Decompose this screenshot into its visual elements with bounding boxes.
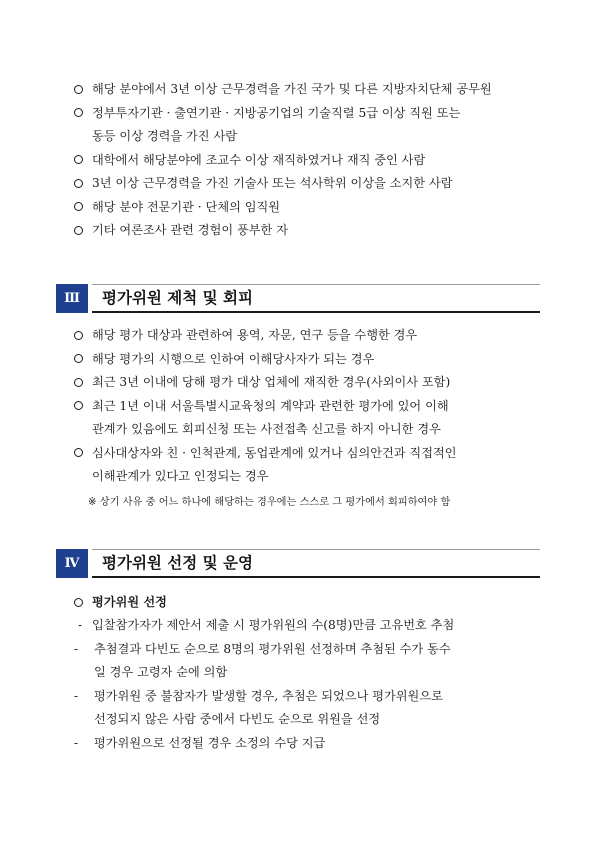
circle-bullet-icon [74, 598, 83, 607]
section-divider [92, 576, 540, 578]
list-item-text: 해당 분야에서 3년 이상 근무경력을 가진 국가 및 다른 지방자치단체 공무원 [92, 82, 492, 96]
evaluator-qualification-list [74, 78, 544, 243]
list-item [74, 196, 544, 220]
dash-item-text-continued: 선정되지 않은 사람 중에서 다빈도 순으로 위원을 선정 [94, 712, 381, 726]
section-header-4 [56, 549, 540, 578]
circle-bullet-icon [74, 401, 83, 410]
dash-bullet: - [74, 735, 79, 750]
list-item-text: 대학에서 해당분야에 조교수 이상 재직하였거나 재직 중인 사람 [92, 152, 426, 167]
section-number-badge: Ⅳ [56, 549, 88, 578]
circle-bullet-icon [74, 202, 83, 211]
circle-bullet-icon [74, 354, 83, 363]
dash-item-text: 평가위원으로 선정될 경우 소정의 수당 지급 [94, 735, 326, 750]
section-divider [92, 311, 540, 313]
selection-subheading [74, 591, 544, 615]
list-item-text: 최근 1년 이내 서울특별시교육청의 계약과 관련한 평가에 있어 이해 [92, 398, 449, 413]
list-item-text: 3년 이상 근무경력을 가진 기술사 또는 석사학위 이상을 소지한 사람 [92, 176, 453, 190]
list-item-text-continued: 이해관계가 있다고 인정되는 경우 [92, 469, 269, 483]
dash-item-text-continued: 일 경우 고령자 순에 의함 [94, 665, 228, 679]
circle-bullet-icon [74, 378, 83, 387]
dash-bullet: - [74, 688, 79, 703]
list-item-text: 해당 평가 대상과 관련하여 용역, 자문, 연구 등을 수행한 경우 [92, 328, 418, 342]
list-item-text: 최근 3년 이내에 당해 평가 대상 업체에 재직한 경우(사외이사 포함) [92, 375, 451, 389]
dash-bullet: - [74, 641, 79, 656]
recusal-conditions-list [74, 324, 544, 489]
list-item-text-continued: 관계가 있음에도 회피신청 또는 사전접촉 신고를 하지 아니한 경우 [92, 422, 441, 436]
list-item-text: 심사대상자와 친 · 인척관계, 동업관계에 있거나 심의안건과 직접적인 [92, 445, 457, 460]
circle-bullet-icon [74, 108, 83, 117]
circle-bullet-icon [74, 226, 83, 235]
list-item [74, 348, 544, 372]
section-divider-top [92, 549, 540, 550]
section-title: 평가위원 제척 및 회피 [102, 289, 253, 307]
circle-bullet-icon [74, 331, 83, 340]
list-item-text: 해당 평가의 시행으로 인하여 이해당사자가 되는 경우 [92, 351, 375, 366]
dash-item-text: 입찰참가자가 제안서 제출 시 평가위원의 수(8명)만큼 고유번호 추첨 [92, 618, 455, 632]
section-header-3 [56, 284, 540, 313]
dash-item [78, 614, 544, 638]
circle-bullet-icon [74, 179, 83, 188]
section-divider-top [92, 284, 540, 285]
list-item-text-continued: 동등 이상 경력을 가진 사람 [92, 129, 238, 143]
list-item [74, 371, 544, 395]
list-item [74, 591, 544, 615]
list-item [74, 102, 544, 149]
list-item-text: 해당 분야 전문기관 · 단체의 임직원 [92, 199, 281, 214]
dash-item-text: 평가위원 중 불참자가 발생할 경우, 추첨은 되었으나 평가위원으로 [94, 688, 443, 703]
list-item [74, 395, 544, 442]
list-item [74, 219, 544, 243]
list-item [74, 78, 544, 102]
list-item [74, 149, 544, 173]
list-item [74, 172, 544, 196]
recusal-note: ※ 상기 사유 중 어느 하나에 해당하는 경우에는 스스로 그 평가에서 회피하여야 함 [88, 497, 451, 508]
section-number-badge: Ⅲ [56, 284, 88, 313]
subheading-text: 평가위원 선정 [92, 595, 167, 609]
dash-item-text: 추첨결과 다빈도 순으로 8명의 평가위원 선정하며 추첨된 수가 동수 [94, 641, 451, 656]
selection-procedure-list [74, 614, 544, 755]
circle-bullet-icon [74, 448, 83, 457]
list-item [74, 324, 544, 348]
circle-bullet-icon [74, 155, 83, 164]
list-item-text: 기타 여론조사 관련 경험이 풍부한 자 [92, 223, 288, 237]
dash-item [74, 638, 544, 685]
dash-item [74, 685, 544, 732]
section-title: 평가위원 선정 및 운영 [102, 554, 253, 572]
dash-bullet: - [78, 618, 83, 632]
dash-item [74, 732, 544, 756]
list-item [74, 442, 544, 489]
list-item-text: 정부투자기관 · 출연기관 · 지방공기업의 기술직렬 5급 이상 직원 또는 [92, 105, 461, 120]
circle-bullet-icon [74, 85, 83, 94]
